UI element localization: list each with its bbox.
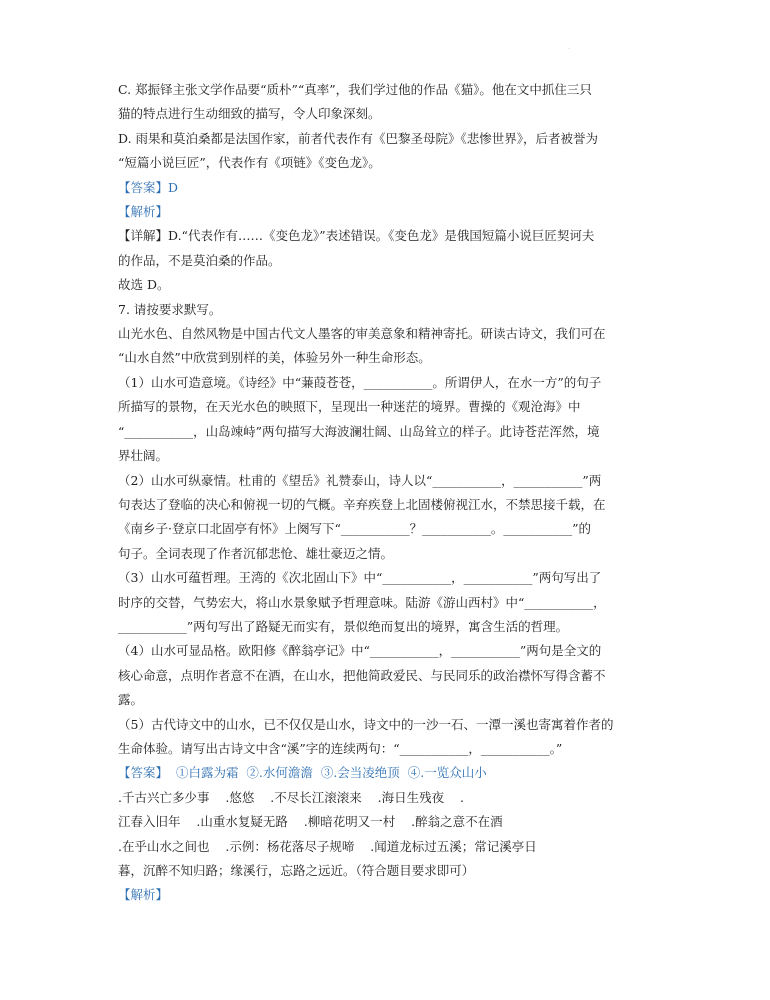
option-c-line-2: 猫的特点进行生动细致的描写，令人印象深刻。 [118, 106, 381, 122]
choice-line: 故选 D。 [118, 277, 170, 293]
part-3-line-1: （3）山水可蕴哲理。王湾的《次北固山下》中“___________，___________”两句写出了 [118, 570, 602, 586]
document-page [118, 78, 658, 908]
part-1-line-1: （1）山水可造意境。《诗经》中“蒹葭苍苍，___________。所谓伊人，在水一方”的句子 [118, 374, 602, 390]
part-3-line-2: 时序的交替，气势宏大，将山水景象赋予哲理意味。陆游《游山西村》中“___________， [118, 594, 606, 610]
part-2-line-4: 句子。全词表现了作者沉郁悲怆、雄壮豪迈之情。 [118, 545, 394, 561]
part-3-line-3: ___________”两句写出了路疑无而实有，景似绝而复出的境界，寓含生活的哲理。 [118, 618, 569, 634]
part-1-line-4: 界壮阔。 [118, 448, 169, 464]
part-5-line-2: 生命体验。请写出古诗文中含“溪”字的连续两句：“___________，___________。” [118, 740, 563, 756]
detail-line-1: 【详解】D.“代表作有……《变色龙》”表述错误。《变色龙》是俄国短篇小说巨匠契诃夫 [118, 228, 595, 244]
analysis-label: 【解析】 [118, 204, 169, 220]
question-7-title: 7. 请按要求默写。 [118, 301, 222, 317]
part-1-line-3: “___________，山岛竦峙”两句描写大海波澜壮阔、山岛耸立的样子。此诗苍茫浑然，境 [118, 423, 600, 439]
part-4-line-2: 核心命意，点明作者意不在酒，在山水，把他简政爱民、与民同乐的政治襟怀写得含蓄不 [118, 667, 606, 683]
part-2-line-1: （2）山水可纵豪情。杜甫的《望岳》礼赞泰山，诗人以“___________，___________”两 [118, 472, 602, 488]
page-mark: · [568, 46, 570, 53]
intro-line-1: 山光水色、自然风物是中国古代文人墨客的审美意象和精神寄托。研读古诗文，我们可在 [118, 326, 606, 342]
intro-line-2: “山水自然”中欣赏到别样的美，体验另外一种生命形态。 [118, 350, 431, 366]
part-2-line-2: 句表达了登临的决心和俯视一切的气概。辛弃疾登上北固楼俯视江水，不禁思接千载，在 [118, 496, 606, 512]
option-d-line-2: “短篇小说巨匠”，代表作有《项链》《变色龙》。 [118, 155, 381, 171]
part-1-line-2: 所描写的景物，在天光水色的映照下，呈现出一种迷茫的境界。曹操的《观沧海》中 [118, 399, 581, 415]
part-4-line-1: （4）山水可显品格。欧阳修《醉翁亭记》中“___________，___________”两句是全文的 [118, 643, 602, 659]
answer-7-line-4: .在乎山水之间也 .示例：杨花落尽子规啼 .闻道龙标过五溪；常记溪亭日 [118, 838, 537, 854]
answer-label: 【答案】D [118, 179, 179, 195]
answer-7-line-3: 江春入旧年 .山重水复疑无路 .柳暗花明又一村 .醉翁之意不在酒 [118, 814, 503, 830]
answer-7-line-5: 暮，沉醉不知归路；缘溪行，忘路之远近。（符合题目要求即可） [118, 863, 475, 878]
answer-7-line-1: 【答案】 ①白露为霜 ②.水何澹澹 ③.会当凌绝顶 ④.一览众山小 [118, 765, 487, 781]
option-d-line-1: D. 雨果和莫泊桑都是法国作家，前者代表作有《巴黎圣母院》《悲惨世界》，后者被誉为 [118, 130, 599, 146]
detail-line-2: 的作品，不是莫泊桑的作品。 [118, 252, 281, 268]
analysis-7-label: 【解析】 [118, 887, 169, 903]
answer-7-line-2: .千古兴亡多少事 .悠悠 .不尽长江滚滚来 .海日生残夜 . [118, 789, 464, 805]
part-2-line-3: 《南乡子·登京口北固亭有怀》上阕写下“___________？___________。___________”的 [118, 521, 592, 537]
part-5-line-1: （5）古代诗文中的山水，已不仅仅是山水，诗文中的一沙一石、一潭一溪也寄寓着作者的 [118, 716, 614, 732]
part-4-line-3: 露。 [118, 692, 144, 708]
option-c-line-1: C. 郑振铎主张文学作品要“质朴”“真率”，我们学过他的作品《猫》。他在文中抓住三只 [118, 82, 592, 97]
